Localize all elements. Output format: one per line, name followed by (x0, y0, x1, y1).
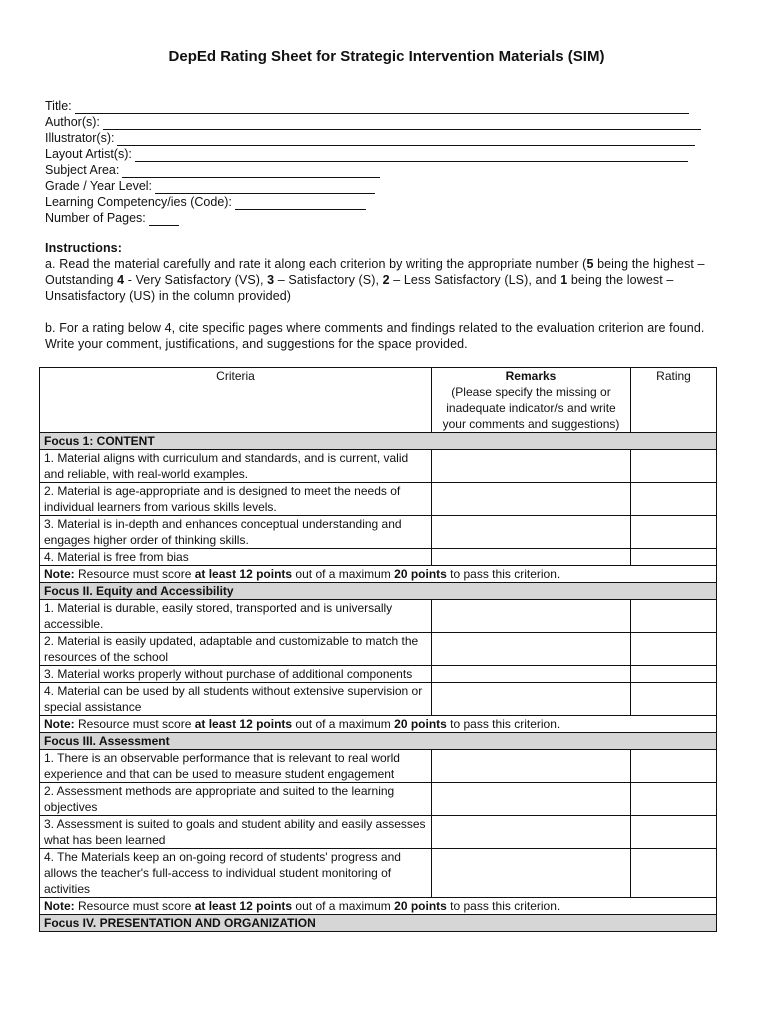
focus-row (40, 733, 717, 750)
instruction-b: b. For a rating below 4, cite specific pages where comments and findings related to the evaluation criterion are found. Write your comment, justifications, and suggestions for the space provided. (45, 321, 705, 351)
authors-blank[interactable] (103, 118, 701, 130)
criteria-header: Criteria (40, 368, 432, 433)
field-label: Grade / Year Level: (45, 179, 153, 193)
focus-title: Focus IV. PRESENTATION AND ORGANIZATION (40, 915, 717, 932)
criterion-text: 1. Material aligns with curriculum and standards, and is current, valid and reliable, with real-world examples. (40, 450, 432, 483)
field-label: Author(s): (45, 115, 100, 129)
rating-table (39, 367, 717, 932)
table-row (40, 666, 717, 683)
field-label: Subject Area: (45, 163, 120, 177)
rating-cell[interactable] (631, 549, 717, 566)
table-row (40, 600, 717, 633)
title-blank[interactable] (75, 102, 689, 114)
rating-cell[interactable] (631, 849, 717, 898)
instruction-a: a. Read the material carefully and rate it along each criterion by writing the appropriate number (5 being the highest – Outstanding 4 - Very Satisfactory (VS), 3 – Satisfactory (S), 2 – Less Satisfactory (LS), and 1 being the lowest – Unsatisfactory (US) in the column provided) (45, 257, 705, 303)
note-row (40, 898, 717, 915)
field-label: Layout Artist(s): (45, 147, 132, 161)
remarks-cell[interactable] (432, 666, 631, 683)
note-text: Note: Resource must score at least 12 points out of a maximum 20 points to pass this criterion. (40, 716, 717, 733)
note-text: Note: Resource must score at least 12 points out of a maximum 20 points to pass this criterion. (40, 566, 717, 583)
rating-cell[interactable] (631, 683, 717, 716)
focus-row (40, 915, 717, 932)
criterion-text: 3. Material works properly without purchase of additional components (40, 666, 432, 683)
note-text: Note: Resource must score at least 12 points out of a maximum 20 points to pass this criterion. (40, 898, 717, 915)
rating-header: Rating (631, 368, 717, 433)
table-row (40, 816, 717, 849)
instructions-heading: Instructions: (45, 241, 122, 255)
table-row (40, 783, 717, 816)
remarks-title: Remarks (505, 369, 557, 383)
field-illustrators (45, 130, 728, 146)
criterion-text: 4. Material is free from bias (40, 549, 432, 566)
field-subject-area (45, 162, 728, 178)
layout-artists-blank[interactable] (135, 150, 688, 162)
remarks-subtitle: (Please specify the missing or inadequate indicator/s and write your comments and suggestions) (442, 385, 620, 431)
remarks-cell[interactable] (432, 683, 631, 716)
criterion-text: 3. Material is in-depth and enhances conceptual understanding and engages higher order of thinking skills. (40, 516, 432, 549)
table-row (40, 549, 717, 566)
field-label: Illustrator(s): (45, 131, 115, 145)
table-row (40, 683, 717, 716)
rating-cell[interactable] (631, 750, 717, 783)
field-grade-level (45, 178, 728, 194)
remarks-cell[interactable] (432, 516, 631, 549)
note-row (40, 716, 717, 733)
field-layout-artists (45, 146, 728, 162)
rating-cell[interactable] (631, 483, 717, 516)
criterion-text: 4. The Materials keep an on-going record of students' progress and allows the teacher's full-access to individual student monitoring of activities (40, 849, 432, 898)
rating-cell[interactable] (631, 516, 717, 549)
criterion-text: 1. There is an observable performance that is relevant to real world experience and that can be used to measure student engagement (40, 750, 432, 783)
remarks-cell[interactable] (432, 600, 631, 633)
rating-cell[interactable] (631, 450, 717, 483)
field-label: Number of Pages: (45, 211, 146, 225)
table-header-row (40, 368, 717, 433)
page-title: DepEd Rating Sheet for Strategic Intervention Materials (SIM) (168, 48, 605, 65)
field-competency (45, 194, 728, 210)
illustrators-blank[interactable] (117, 134, 695, 146)
rating-cell[interactable] (631, 783, 717, 816)
criterion-text: 4. Material can be used by all students without extensive supervision or special assistance (40, 683, 432, 716)
remarks-cell[interactable] (432, 549, 631, 566)
field-pages (45, 210, 728, 226)
remarks-cell[interactable] (432, 816, 631, 849)
focus-row (40, 433, 717, 450)
table-row (40, 516, 717, 549)
grade-level-blank[interactable] (155, 182, 375, 194)
remarks-cell[interactable] (432, 483, 631, 516)
criterion-text: 2. Assessment methods are appropriate and suited to the learning objectives (40, 783, 432, 816)
criterion-text: 3. Assessment is suited to goals and student ability and easily assesses what has been learned (40, 816, 432, 849)
focus-title: Focus II. Equity and Accessibility (40, 583, 717, 600)
remarks-header (432, 368, 631, 433)
rating-cell[interactable] (631, 816, 717, 849)
criterion-text: 2. Material is age-appropriate and is designed to meet the needs of individual learners from various skills levels. (40, 483, 432, 516)
table-row (40, 750, 717, 783)
rating-cell[interactable] (631, 666, 717, 683)
table-row (40, 849, 717, 898)
field-label: Title: (45, 99, 72, 113)
focus-title: Focus III. Assessment (40, 733, 717, 750)
table-row (40, 450, 717, 483)
field-title (45, 98, 728, 114)
subject-area-blank[interactable] (122, 166, 380, 178)
material-info-fields (45, 98, 728, 226)
rating-cell[interactable] (631, 600, 717, 633)
focus-row (40, 583, 717, 600)
criterion-text: 1. Material is durable, easily stored, transported and is universally accessible. (40, 600, 432, 633)
field-authors (45, 114, 728, 130)
remarks-cell[interactable] (432, 750, 631, 783)
rating-cell[interactable] (631, 633, 717, 666)
table-row (40, 483, 717, 516)
criterion-text: 2. Material is easily updated, adaptable and customizable to match the resources of the school (40, 633, 432, 666)
pages-blank[interactable] (149, 214, 179, 226)
note-row (40, 566, 717, 583)
remarks-cell[interactable] (432, 633, 631, 666)
focus-title: Focus 1: CONTENT (40, 433, 717, 450)
remarks-cell[interactable] (432, 849, 631, 898)
remarks-cell[interactable] (432, 783, 631, 816)
competency-blank[interactable] (235, 198, 366, 210)
remarks-cell[interactable] (432, 450, 631, 483)
field-label: Learning Competency/ies (Code): (45, 195, 232, 209)
instructions-block (45, 240, 728, 352)
table-row (40, 633, 717, 666)
